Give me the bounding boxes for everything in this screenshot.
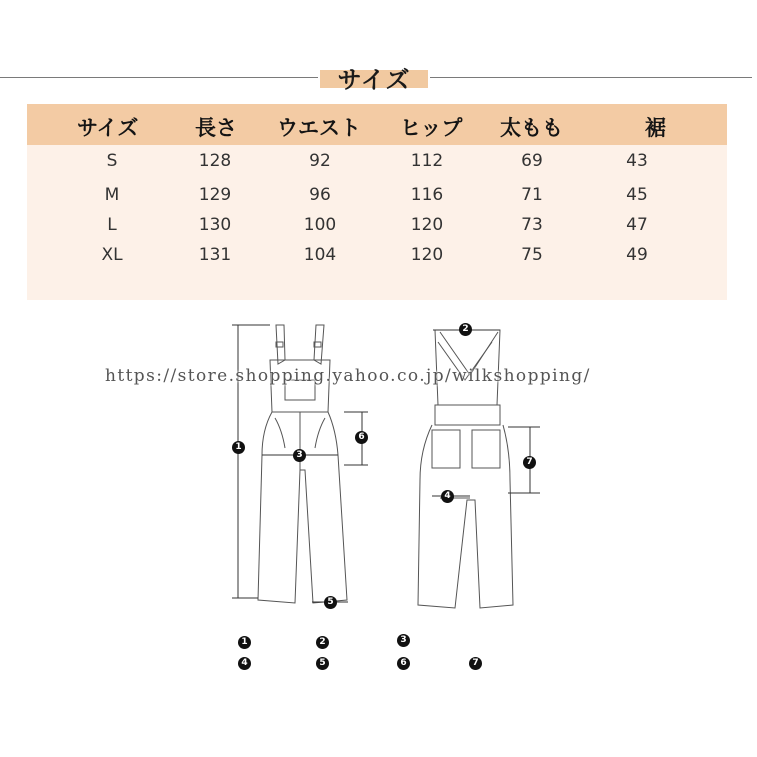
table-row [27, 245, 727, 275]
cell-size: XL [101, 245, 123, 265]
cell-hip: 112 [410, 151, 444, 171]
header-waist: ウエスト [277, 116, 361, 140]
cell-waist: 96 [309, 185, 331, 205]
cell-thigh: 71 [521, 185, 543, 205]
legend-marker-5: 5 [316, 657, 329, 670]
cell-hip: 120 [410, 245, 444, 265]
divider-left [0, 77, 318, 78]
size-table [27, 104, 727, 300]
legend-marker-6: 6 [397, 657, 410, 670]
cell-waist: 92 [309, 151, 331, 171]
table-row [27, 185, 727, 215]
section-title [320, 60, 428, 94]
cell-size: M [104, 185, 120, 205]
cell-waist: 100 [303, 215, 337, 235]
legend-marker-4: 4 [238, 657, 251, 670]
legend-marker-3: 3 [397, 634, 410, 647]
table-row [27, 151, 727, 181]
legend-marker-1: 1 [238, 636, 251, 649]
cell-size: L [107, 215, 117, 235]
cell-length: 129 [198, 185, 232, 205]
cell-hip: 116 [410, 185, 444, 205]
watermark-url: https://store.shopping.yahoo.co.jp/wilkshopping/ [105, 366, 591, 386]
marker-2-waist: 2 [459, 323, 472, 336]
cell-length: 128 [198, 151, 232, 171]
marker-6-thigh-depth: 6 [355, 431, 368, 444]
cell-waist: 104 [303, 245, 337, 265]
cell-hip: 120 [410, 215, 444, 235]
header-length: 長さ [195, 116, 237, 140]
cell-length: 130 [198, 215, 232, 235]
marker-4-thigh: 4 [441, 490, 454, 503]
legend-marker-2: 2 [316, 636, 329, 649]
header-size: サイズ [77, 116, 139, 140]
cell-hem: 45 [626, 185, 648, 205]
cell-hem: 49 [626, 245, 648, 265]
section-title-text: サイズ [337, 66, 411, 94]
cell-hem: 47 [626, 215, 648, 235]
table-row [27, 215, 727, 245]
marker-5-hem: 5 [324, 596, 337, 609]
cell-thigh: 73 [521, 215, 543, 235]
marker-7-rise: 7 [523, 456, 536, 469]
size-table-header [27, 104, 727, 145]
cell-thigh: 75 [521, 245, 543, 265]
cell-hem: 43 [626, 151, 648, 171]
legend-marker-7: 7 [469, 657, 482, 670]
header-thigh: 太もも [500, 116, 563, 140]
header-hip: ヒップ [400, 116, 463, 140]
marker-3-hip: 3 [293, 449, 306, 462]
header-hem: 裾 [645, 116, 666, 140]
marker-1-total-length: 1 [232, 441, 245, 454]
cell-thigh: 69 [521, 151, 543, 171]
cell-size: S [106, 151, 118, 171]
divider-right [430, 77, 752, 78]
cell-length: 131 [198, 245, 232, 265]
